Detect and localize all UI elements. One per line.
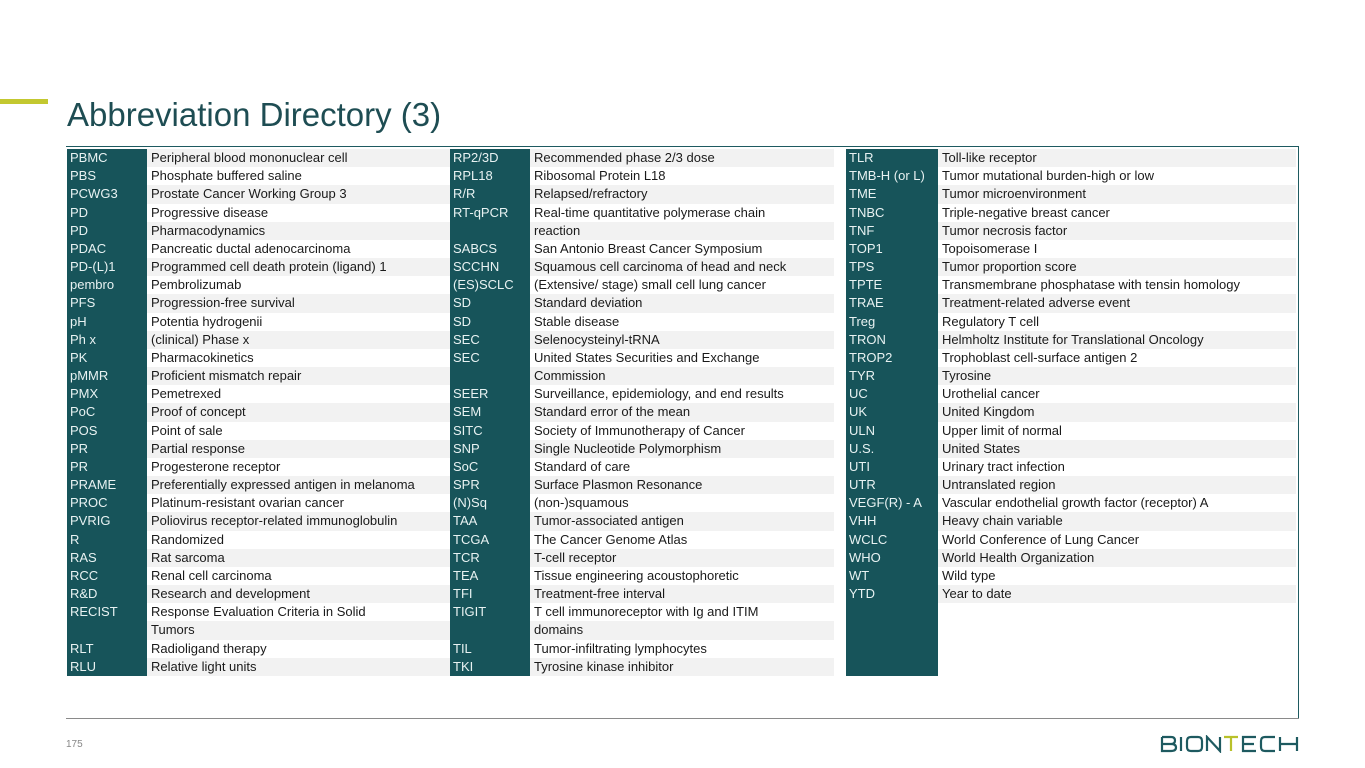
table-row — [846, 494, 1296, 512]
table-row — [67, 476, 507, 494]
definition-cell: Relapsed/refractory — [530, 185, 834, 203]
table-row — [450, 149, 834, 167]
definition-cell: (non-)squamous — [534, 495, 629, 511]
abbreviation-cell: PVRIG — [67, 512, 147, 530]
table-row — [846, 403, 1296, 421]
definition-cell: Programmed cell death protein (ligand) 1 — [147, 258, 507, 276]
table-row — [67, 167, 507, 185]
table-row — [67, 512, 507, 530]
table-row — [67, 294, 507, 312]
definition-cell: Potentia hydrogenii — [151, 313, 263, 329]
abbreviation-cell: WHO — [846, 549, 938, 567]
abbreviation-column-2 — [450, 149, 834, 676]
definition-cell: Proof of concept — [147, 403, 507, 421]
abbreviation-cell: SEC — [450, 349, 530, 367]
table-row — [846, 658, 1296, 676]
definition-cell: Society of Immunotherapy of Cancer — [534, 422, 745, 438]
definition-cell: Trophoblast cell-surface antigen 2 — [942, 349, 1138, 365]
abbreviation-cell: SITC — [450, 422, 530, 440]
abbreviation-cell: TNBC — [846, 204, 938, 222]
abbreviation-cell: PCWG3 — [67, 185, 147, 203]
page-number: 175 — [66, 739, 83, 750]
abbreviation-cell: PMX — [67, 385, 147, 403]
table-row — [450, 167, 834, 185]
definition-cell: Randomized — [151, 531, 224, 547]
definition-cell: Preferentially expressed antigen in melanoma — [147, 476, 507, 494]
table-row — [846, 422, 1296, 440]
definition-cell: Tumor-infiltrating lymphocytes — [534, 640, 707, 656]
abbreviation-cell — [67, 621, 147, 639]
table-row — [450, 476, 834, 494]
table-row — [846, 204, 1296, 222]
table-row — [846, 276, 1296, 294]
table-row — [67, 240, 507, 258]
abbreviation-cell: TEA — [450, 567, 530, 585]
definition-cell: Pembrolizumab — [151, 277, 242, 293]
definition-cell: Tumor mutational burden-high or low — [942, 168, 1154, 184]
abbreviation-cell: PK — [67, 349, 147, 367]
abbreviation-cell: TIGIT — [450, 603, 530, 621]
table-row — [67, 385, 507, 403]
abbreviation-cell: RPL18 — [450, 167, 530, 185]
abbreviation-cell: TROP2 — [846, 349, 938, 367]
table-row — [67, 621, 507, 639]
table-row — [450, 349, 834, 367]
table-row — [846, 512, 1296, 530]
definition-cell: Poliovirus receptor-related immunoglobulin — [147, 512, 507, 530]
definition-cell: Commission — [530, 367, 834, 385]
abbreviation-cell: RP2/3D — [450, 149, 530, 167]
definition-cell: Urothelial cancer — [942, 386, 1040, 402]
accent-bar — [0, 99, 48, 104]
definition-cell: United States — [938, 440, 1296, 458]
abbreviation-cell: TAA — [450, 512, 530, 530]
table-row — [67, 149, 507, 167]
abbreviation-cell: VHH — [846, 512, 938, 530]
table-row — [450, 640, 834, 658]
abbreviation-cell: Ph x — [67, 331, 147, 349]
abbreviation-cell — [846, 621, 938, 639]
table-row — [450, 258, 834, 276]
table-row — [450, 494, 834, 512]
abbreviation-cell: PD-(L)1 — [67, 258, 147, 276]
abbreviation-cell: TNF — [846, 222, 938, 240]
table-row — [846, 621, 1296, 639]
abbreviation-cell: TCGA — [450, 531, 530, 549]
abbreviation-cell: TYR — [846, 367, 938, 385]
abbreviation-cell: pMMR — [67, 367, 147, 385]
table-row — [67, 222, 507, 240]
abbreviation-cell: PFS — [67, 294, 147, 312]
table-row — [67, 204, 507, 222]
definition-cell: (Extensive/ stage) small cell lung cancer — [534, 277, 766, 293]
abbreviation-cell: TRAE — [846, 294, 938, 312]
abbreviation-cell: UTR — [846, 476, 938, 494]
definition-cell: San Antonio Breast Cancer Symposium — [534, 240, 763, 256]
definition-cell: Standard of care — [534, 458, 631, 474]
table-row — [67, 349, 507, 367]
table-row — [450, 422, 834, 440]
abbreviation-cell: SD — [450, 313, 530, 331]
definition-cell: Selenocysteinyl-tRNA — [530, 331, 834, 349]
abbreviation-cell — [450, 222, 530, 240]
table-row — [846, 349, 1296, 367]
abbreviation-cell: RAS — [67, 549, 147, 567]
table-row — [450, 185, 834, 203]
table-row — [450, 240, 834, 258]
abbreviation-cell: UC — [846, 385, 938, 403]
table-row — [846, 476, 1296, 494]
table-row — [846, 531, 1296, 549]
definition-cell: Triple-negative breast cancer — [942, 204, 1110, 220]
table-row — [846, 367, 1296, 385]
table-row — [67, 331, 507, 349]
table-row — [67, 640, 507, 658]
definition-cell: (clinical) Phase x — [147, 331, 507, 349]
definition-cell: Surveillance, epidemiology, and end results — [534, 386, 784, 402]
table-row — [67, 276, 507, 294]
definition-cell: Rat sarcoma — [147, 549, 507, 567]
abbreviation-cell: TKI — [450, 658, 530, 676]
table-row — [450, 512, 834, 530]
definition-cell: Standard error of the mean — [530, 403, 834, 421]
table-row — [846, 313, 1296, 331]
abbreviation-cell: TMB-H (or L) — [846, 167, 938, 185]
table-row — [846, 549, 1296, 567]
table-row — [67, 549, 507, 567]
definition-cell: Heavy chain variable — [938, 512, 1296, 530]
definition-cell: Partial response — [147, 440, 507, 458]
definition-cell: Tumor necrosis factor — [938, 222, 1296, 240]
abbreviation-cell: WCLC — [846, 531, 938, 549]
table-row — [846, 149, 1296, 167]
table-row — [846, 585, 1296, 603]
definition-cell: Platinum-resistant ovarian cancer — [151, 495, 344, 511]
abbreviation-column-1 — [67, 149, 507, 676]
definition-cell: Radioligand therapy — [151, 640, 267, 656]
table-row — [67, 367, 507, 385]
abbreviation-cell: Treg — [846, 313, 938, 331]
abbreviation-cell: PBMC — [67, 149, 147, 167]
definition-cell: United States Securities and Exchange — [534, 349, 760, 365]
table-row — [67, 567, 507, 585]
abbreviation-cell: SEM — [450, 403, 530, 421]
table-row — [67, 258, 507, 276]
abbreviation-cell: RLT — [67, 640, 147, 658]
definition-cell: Progressive disease — [151, 204, 269, 220]
table-row — [450, 294, 834, 312]
abbreviation-cell: ULN — [846, 422, 938, 440]
abbreviation-column-3 — [846, 149, 1296, 676]
frame-bottom-line — [66, 718, 1299, 719]
definition-cell: Wild type — [942, 567, 996, 583]
frame-right-line — [1298, 146, 1299, 719]
abbreviation-cell: TOP1 — [846, 240, 938, 258]
abbreviation-cell: TPTE — [846, 276, 938, 294]
abbreviation-cell: YTD — [846, 585, 938, 603]
definition-cell: Recommended phase 2/3 dose — [530, 149, 834, 167]
table-row — [450, 440, 834, 458]
abbreviation-cell: VEGF(R) - A — [846, 494, 938, 512]
definition-cell: Pemetrexed — [151, 386, 222, 402]
page-title: Abbreviation Directory (3) — [67, 96, 442, 134]
abbreviation-cell: RCC — [67, 567, 147, 585]
table-row — [450, 549, 834, 567]
table-row — [846, 567, 1296, 585]
definition-cell: Squamous cell carcinoma of head and neck — [530, 258, 834, 276]
definition-cell: Tyrosine — [938, 367, 1296, 385]
table-row — [450, 222, 834, 240]
definition-cell: Standard deviation — [530, 294, 834, 312]
abbreviation-cell — [450, 367, 530, 385]
abbreviation-cell: R — [67, 531, 147, 549]
table-row — [67, 313, 507, 331]
definition-cell: Research and development — [147, 585, 507, 603]
definition-cell: Tumors — [147, 621, 507, 639]
abbreviation-cell: UK — [846, 403, 938, 421]
abbreviation-cell: PD — [67, 204, 147, 222]
table-row — [450, 276, 834, 294]
abbreviation-cell — [846, 658, 938, 676]
table-row — [846, 222, 1296, 240]
abbreviation-cell: WT — [846, 567, 938, 585]
definition-cell: Treatment-free interval — [530, 585, 834, 603]
table-row — [450, 204, 834, 222]
definition-cell: Real-time quantitative polymerase chain — [534, 204, 766, 220]
table-row — [450, 621, 834, 639]
table-row — [846, 258, 1296, 276]
definition-cell: Phosphate buffered saline — [151, 168, 302, 184]
abbreviation-cell: TPS — [846, 258, 938, 276]
abbreviation-cell: TFI — [450, 585, 530, 603]
table-row — [846, 440, 1296, 458]
definition-cell — [938, 658, 1296, 676]
definition-cell: Progression-free survival — [147, 294, 507, 312]
definition-cell: Peripheral blood mononuclear cell — [147, 149, 507, 167]
definition-cell — [938, 640, 1296, 658]
abbreviation-cell: RLU — [67, 658, 147, 676]
abbreviation-cell: SoC — [450, 458, 530, 476]
definition-cell: Urinary tract infection — [942, 458, 1065, 474]
table-row — [450, 531, 834, 549]
abbreviation-cell: PRAME — [67, 476, 147, 494]
abbreviation-cell: (ES)SCLC — [450, 276, 530, 294]
table-row — [450, 585, 834, 603]
table-row — [67, 658, 507, 676]
table-row — [846, 640, 1296, 658]
table-row — [846, 331, 1296, 349]
table-row — [67, 403, 507, 421]
table-row — [450, 403, 834, 421]
definition-cell: Proficient mismatch repair — [147, 367, 507, 385]
definition-cell: Toll-like receptor — [938, 149, 1296, 167]
table-row — [67, 185, 507, 203]
definition-cell: Tissue engineering acoustophoretic — [534, 567, 739, 583]
definition-cell: Tumor-associated antigen — [530, 512, 834, 530]
abbreviation-cell: SABCS — [450, 240, 530, 258]
abbreviation-cell: PD — [67, 222, 147, 240]
abbreviation-cell: SEER — [450, 385, 530, 403]
definition-cell: The Cancer Genome Atlas — [534, 531, 688, 547]
definition-cell: Upper limit of normal — [942, 422, 1062, 438]
definition-cell: Pharmacodynamics — [147, 222, 507, 240]
definition-cell: United Kingdom — [938, 403, 1296, 421]
definition-cell: Pancreatic ductal adenocarcinoma — [151, 240, 351, 256]
definition-cell: Response Evaluation Criteria in Solid — [151, 604, 366, 620]
table-row — [450, 458, 834, 476]
table-row — [450, 313, 834, 331]
table-row — [450, 603, 834, 621]
table-row — [846, 185, 1296, 203]
abbreviation-cell: TRON — [846, 331, 938, 349]
abbreviation-cell: PR — [67, 440, 147, 458]
abbreviation-cell: R&D — [67, 585, 147, 603]
definition-cell: Vascular endothelial growth factor (receptor) A — [942, 495, 1209, 511]
abbreviation-cell: R/R — [450, 185, 530, 203]
definition-cell — [938, 603, 1296, 621]
abbreviation-cell: SEC — [450, 331, 530, 349]
table-row — [450, 331, 834, 349]
abbreviation-cell: SD — [450, 294, 530, 312]
definition-cell: Tyrosine kinase inhibitor — [530, 658, 834, 676]
abbreviation-cell — [450, 621, 530, 639]
definition-cell: Topoisomerase I — [942, 240, 1038, 256]
definition-cell: Untranslated region — [938, 476, 1296, 494]
abbreviation-cell: PROC — [67, 494, 147, 512]
abbreviation-cell: TCR — [450, 549, 530, 567]
abbreviation-cell: SCCHN — [450, 258, 530, 276]
table-row — [67, 585, 507, 603]
table-row — [450, 567, 834, 585]
definition-cell: Point of sale — [151, 422, 223, 438]
definition-cell: Treatment-related adverse event — [938, 294, 1296, 312]
definition-cell: Progesterone receptor — [151, 458, 281, 474]
abbreviation-cell: PDAC — [67, 240, 147, 258]
abbreviation-cell: TIL — [450, 640, 530, 658]
biontech-logo — [1160, 735, 1300, 758]
abbreviation-cell: PR — [67, 458, 147, 476]
frame-top-line — [66, 146, 1299, 147]
table-row — [450, 658, 834, 676]
table-row — [67, 458, 507, 476]
table-row — [846, 167, 1296, 185]
definition-cell: Helmholtz Institute for Translational Oncology — [938, 331, 1296, 349]
abbreviation-cell: TME — [846, 185, 938, 203]
definition-cell: Tumor proportion score — [938, 258, 1296, 276]
table-row — [67, 603, 507, 621]
definition-cell: reaction — [530, 222, 834, 240]
abbreviation-cell: U.S. — [846, 440, 938, 458]
definition-cell: World Conference of Lung Cancer — [942, 531, 1140, 547]
abbreviation-cell: (N)Sq — [450, 494, 530, 512]
abbreviation-cell: PBS — [67, 167, 147, 185]
table-row — [67, 531, 507, 549]
definition-cell: Relative light units — [147, 658, 507, 676]
definition-cell: T cell immunoreceptor with Ig and ITIM — [534, 604, 759, 620]
table-row — [67, 440, 507, 458]
table-row — [846, 385, 1296, 403]
definition-cell: Single Nucleotide Polymorphism — [530, 440, 834, 458]
definition-cell: Year to date — [938, 585, 1296, 603]
definition-cell: Renal cell carcinoma — [151, 567, 272, 583]
abbreviation-cell: SNP — [450, 440, 530, 458]
definition-cell: Pharmacokinetics — [151, 349, 254, 365]
definition-cell: Regulatory T cell — [942, 313, 1040, 329]
table-row — [846, 458, 1296, 476]
abbreviation-cell: RECIST — [67, 603, 147, 621]
definition-cell: Prostate Cancer Working Group 3 — [147, 185, 507, 203]
abbreviation-cell: RT-qPCR — [450, 204, 530, 222]
table-row — [450, 367, 834, 385]
abbreviation-cell: PoC — [67, 403, 147, 421]
definition-cell: domains — [530, 621, 834, 639]
abbreviation-cell: SPR — [450, 476, 530, 494]
definition-cell: Tumor microenvironment — [938, 185, 1296, 203]
definition-cell: Surface Plasmon Resonance — [530, 476, 834, 494]
table-row — [67, 494, 507, 512]
abbreviation-cell: POS — [67, 422, 147, 440]
definition-cell — [938, 621, 1296, 639]
abbreviation-cell: UTI — [846, 458, 938, 476]
definition-cell: T-cell receptor — [530, 549, 834, 567]
definition-cell: Transmembrane phosphatase with tensin homology — [942, 277, 1240, 293]
table-row — [450, 385, 834, 403]
abbreviation-cell: TLR — [846, 149, 938, 167]
table-row — [67, 422, 507, 440]
abbreviation-cell — [846, 640, 938, 658]
table-row — [846, 294, 1296, 312]
abbreviation-cell: pH — [67, 313, 147, 331]
abbreviation-cell: pembro — [67, 276, 147, 294]
table-row — [846, 240, 1296, 258]
abbreviation-cell — [846, 603, 938, 621]
definition-cell: Ribosomal Protein L18 — [534, 168, 666, 184]
definition-cell: Stable disease — [534, 313, 620, 329]
definition-cell: World Health Organization — [938, 549, 1296, 567]
table-row — [846, 603, 1296, 621]
